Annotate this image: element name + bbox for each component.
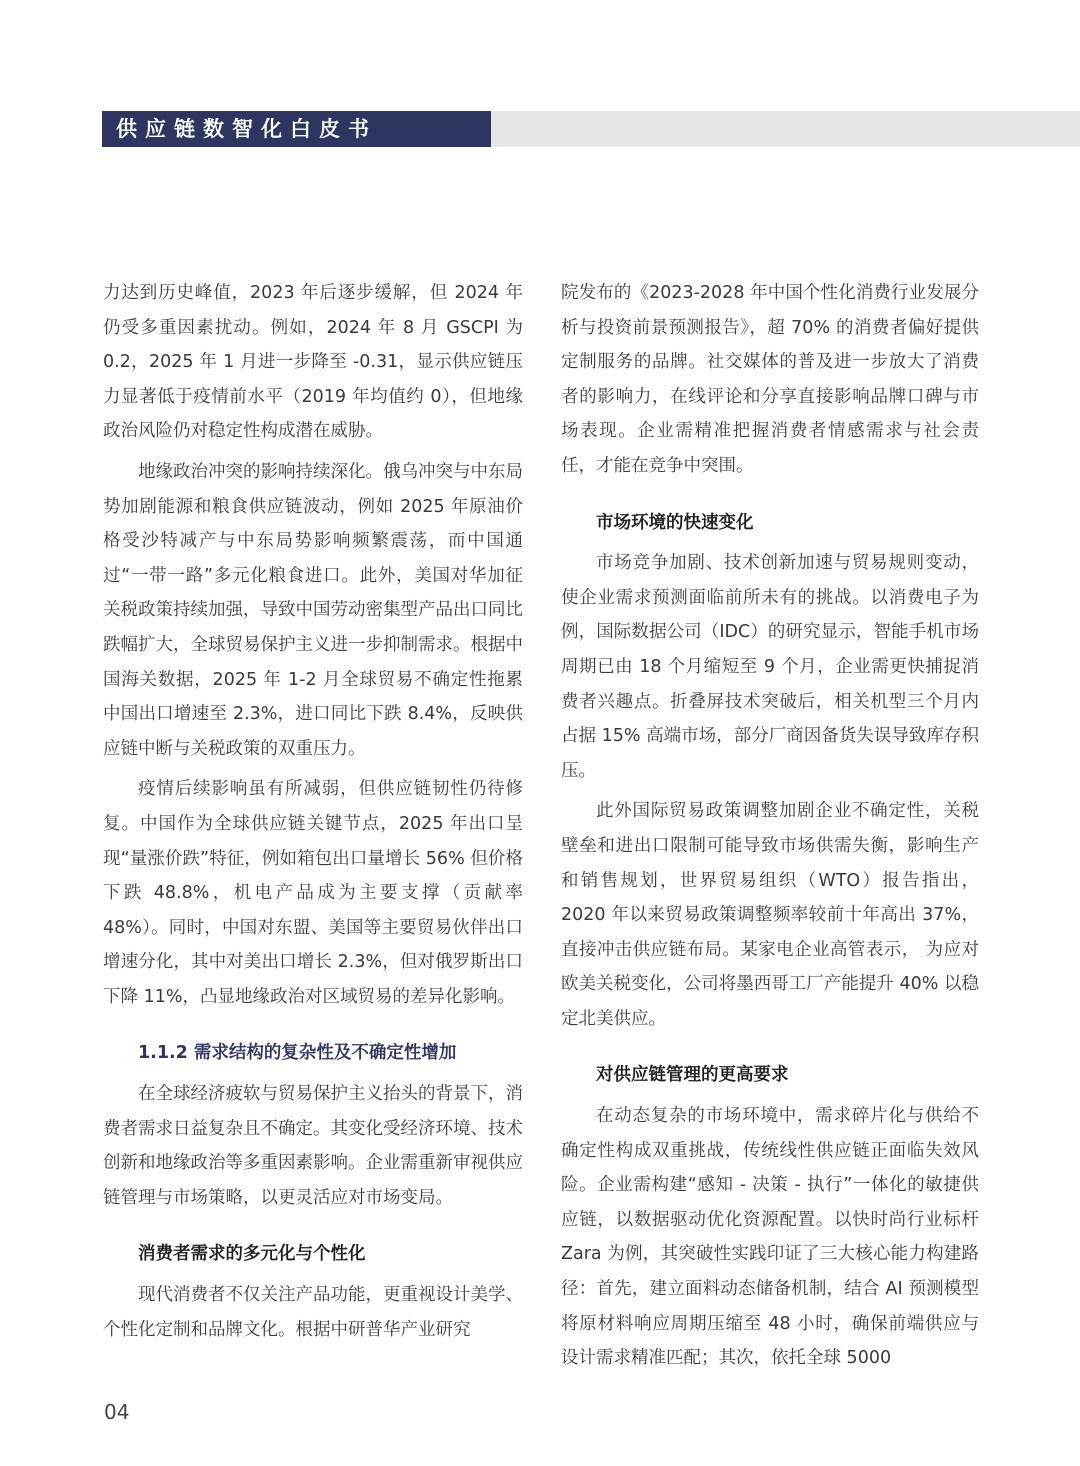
paragraph: 地缘政治冲突的影响持续深化。俄乌冲突与中东局势加剧能源和粮食供应链波动，例如 2025 年原油价格受沙特减产与中东局势影响频繁震荡，而中国通过“一带一路”多元化粮食进口。此外，美国对华加征关税政策持续加强，导致中国劳动密集型产品出口同比跌幅扩大，全球贸易保护主义进一步抑制需求。根据中国海关数据，2025 年 1-2 月全球贸易不确定性拖累中国出口增速至 2.3%，进口同比下跌 8.4%，反映供应链中断与关税政策的双重压力。 (103, 461, 523, 759)
paragraph: 疫情后续影响虽有所减弱，但供应链韧性仍待修复。中国作为全球供应链关键节点，2025 年出口呈现“量涨价跌”特征，例如箱包出口量增长 56% 但价格下跌 48.8%，机电产品成为主要支撑（贡献率 48%）。同时，中国对东盟、美国等主要贸易伙伴出口增速分化，其中对美出口增长 2.3%，但对俄罗斯出口下降 11%，凸显地缘政治对区域贸易的差异化影响。 (103, 779, 523, 1007)
paragraph: 现代消费者不仅关注产品功能，更重视设计美学、个性化定制和品牌文化。根据中研普华产业研究 (103, 1285, 523, 1340)
paragraph: 在动态复杂的市场环境中，需求碎片化与供给不确定性构成双重挑战，传统线性供应链正面临失效风险。企业需构建“感知 - 决策 - 执行”一体化的敏捷供应链，以数据驱动优化资源配置。以快时尚行业标杆 Zara 为例，其突破性实践印证了三大核心能力构建路径：首先，建立面料动态储备机制，结合 AI 预测模型将原材料响应周期压缩至 48 小时，确保前端供应与设计需求精准匹配；其次，依托全球 5000 (561, 1106, 979, 1369)
page-number: 04 (104, 1400, 130, 1424)
subheading-market-environment: 市场环境的快速变化 (596, 512, 754, 533)
subheading-scm-requirements: 对供应链管理的更高要求 (596, 1065, 789, 1086)
subheading-consumer-demand: 消费者需求的多元化与个性化 (138, 1244, 366, 1265)
paragraph: 市场竞争加剧、技术创新加速与贸易规则变动，使企业需求预测面临前所未有的挑战。以消费电子为例，国际数据公司（IDC）的研究显示，智能手机市场周期已由 18 个月缩短至 9 个月，企业需更快捕捉消费者兴趣点。折叠屏技术突破后，相关机型三个月内占据 15% 高端市场，部分厂商因备货失误导致库存积压。 (561, 553, 979, 781)
document-title: 供应链数智化白皮书 (102, 111, 491, 147)
paragraph: 在全球经济疲软与贸易保护主义抬头的背景下，消费者需求日益复杂且不确定。其变化受经济环境、技术创新和地缘政治等多重因素影响。企业需重新审视供应链管理与市场策略，以更灵活应对市场变局。 (103, 1084, 523, 1208)
left-column (103, 276, 523, 1347)
paragraph: 力达到历史峰值，2023 年后逐步缓解，但 2024 年仍受多重因素扰动。例如，2024 年 8 月 GSCPI 为 0.2，2025 年 1 月进一步降至 -0.31，显示供应链压力显著低于疫情前水平（2019 年均值约 0），但地缘政治风险仍对稳定性构成潜在威胁。 (103, 283, 523, 442)
right-column (561, 276, 979, 1376)
section-heading-1-1-2: 1.1.2 需求结构的复杂性及不确定性增加 (138, 1043, 457, 1064)
paragraph: 此外国际贸易政策调整加剧企业不确定性，关税壁垒和进出口限制可能导致市场供需失衡，影响生产和销售规划，世界贸易组织（WTO）报告指出，2020 年以来贸易政策调整频率较前十年高出 37%，直接冲击供应链布局。某家电企业高管表示， 为应对欧美关税变化，公司将墨西哥工厂产能提升 40% 以稳定北美供应。 (561, 801, 979, 1029)
paragraph: 院发布的《2023-2028 年中国个性化消费行业发展分析与投资前景预测报告》，超 70% 的消费者偏好提供定制服务的品牌。社交媒体的普及进一步放大了消费者的影响力，在线评论和分享直接影响品牌口碑与市场表现。企业需精准把握消费者情感需求与社会责任，才能在竞争中突围。 (561, 283, 979, 476)
